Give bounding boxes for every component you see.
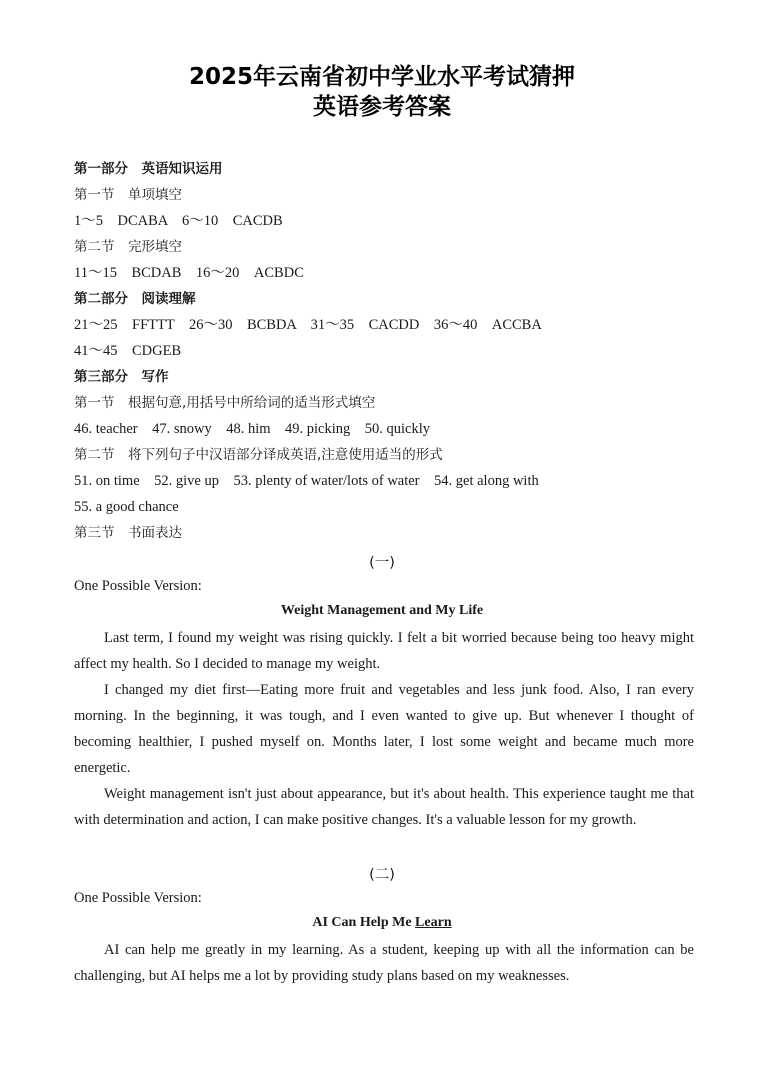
essay1-marker: (一) (369, 555, 395, 571)
part3-heading: 第三部分 写作 (74, 369, 169, 385)
part2-answers-row2: 41～45 CDGEB (74, 343, 182, 359)
part1-heading: 第一部分 英语知识运用 (74, 161, 223, 177)
page-subtitle: 英语参考答案 (313, 94, 451, 120)
essay2-title-main: AI Can Help Me (312, 915, 416, 930)
part3-section1-label: 第一节 根据句意,用括号中所给词的适当形式填空 (74, 395, 376, 411)
part3-section2-answers-row2: 55. a good chance (74, 499, 179, 515)
essay2-marker: (二) (369, 867, 395, 883)
part2-heading: 第二部分 阅读理解 (74, 291, 196, 307)
essay2-title-underlined: Learn (415, 915, 452, 930)
part1-section2-label: 第二节 完形填空 (74, 239, 182, 255)
essay1-paragraph-3: Weight management isn't just about appearance, but it's about health. This experience taught me that with determination and action, I can make positive changes. It's a valuable lesson for my growth. (74, 786, 694, 828)
part3-section3-label: 第三节 书面表达 (74, 525, 182, 541)
essay1-intro: One Possible Version: (74, 578, 202, 594)
essay1-paragraph-2: I changed my diet first—Eating more fruit and vegetables and less junk food. Also, I ran every morning. In the beginning, it was tough, and I even wanted to give up. But whenever I thought of becoming healthier, I pushed myself on. Months later, I lost some weight and became much more energetic. (74, 682, 694, 776)
essay2-title (0, 915, 764, 931)
part3-section2-label: 第二节 将下列句子中汉语部分译成英语,注意使用适当的形式 (74, 447, 443, 463)
essay1-paragraph-1: Last term, I found my weight was rising quickly. I felt a bit worried because being too heavy might affect my health. So I decided to manage my weight. (74, 630, 694, 672)
part1-section1-label: 第一节 单项填空 (74, 187, 182, 203)
part2-answers-row1: 21～25 FFTTT 26～30 BCBDA 31～35 CACDD 36～40 ACCBA (74, 317, 542, 333)
essay2-paragraph-1: AI can help me greatly in my learning. As a student, keeping up with all the information can be challenging, but AI helps me a lot by providing study plans based on my weaknesses. (74, 942, 694, 984)
part1-section1-answers: 1～5 DCABA 6～10 CACDB (74, 213, 283, 229)
page-title: 2025年云南省初中学业水平考试猜押 (188, 64, 575, 90)
part1-section2-answers: 11～15 BCDAB 16～20 ACBDC (74, 265, 304, 281)
essay2-intro: One Possible Version: (74, 890, 202, 906)
part3-section1-answers: 46. teacher 47. snowy 48. him 49. picking 50. quickly (74, 421, 431, 437)
essay1-title: Weight Management and My Life (280, 603, 484, 618)
part3-section2-answers-row1: 51. on time 52. give up 53. plenty of water/lots of water 54. get along with (74, 473, 539, 489)
